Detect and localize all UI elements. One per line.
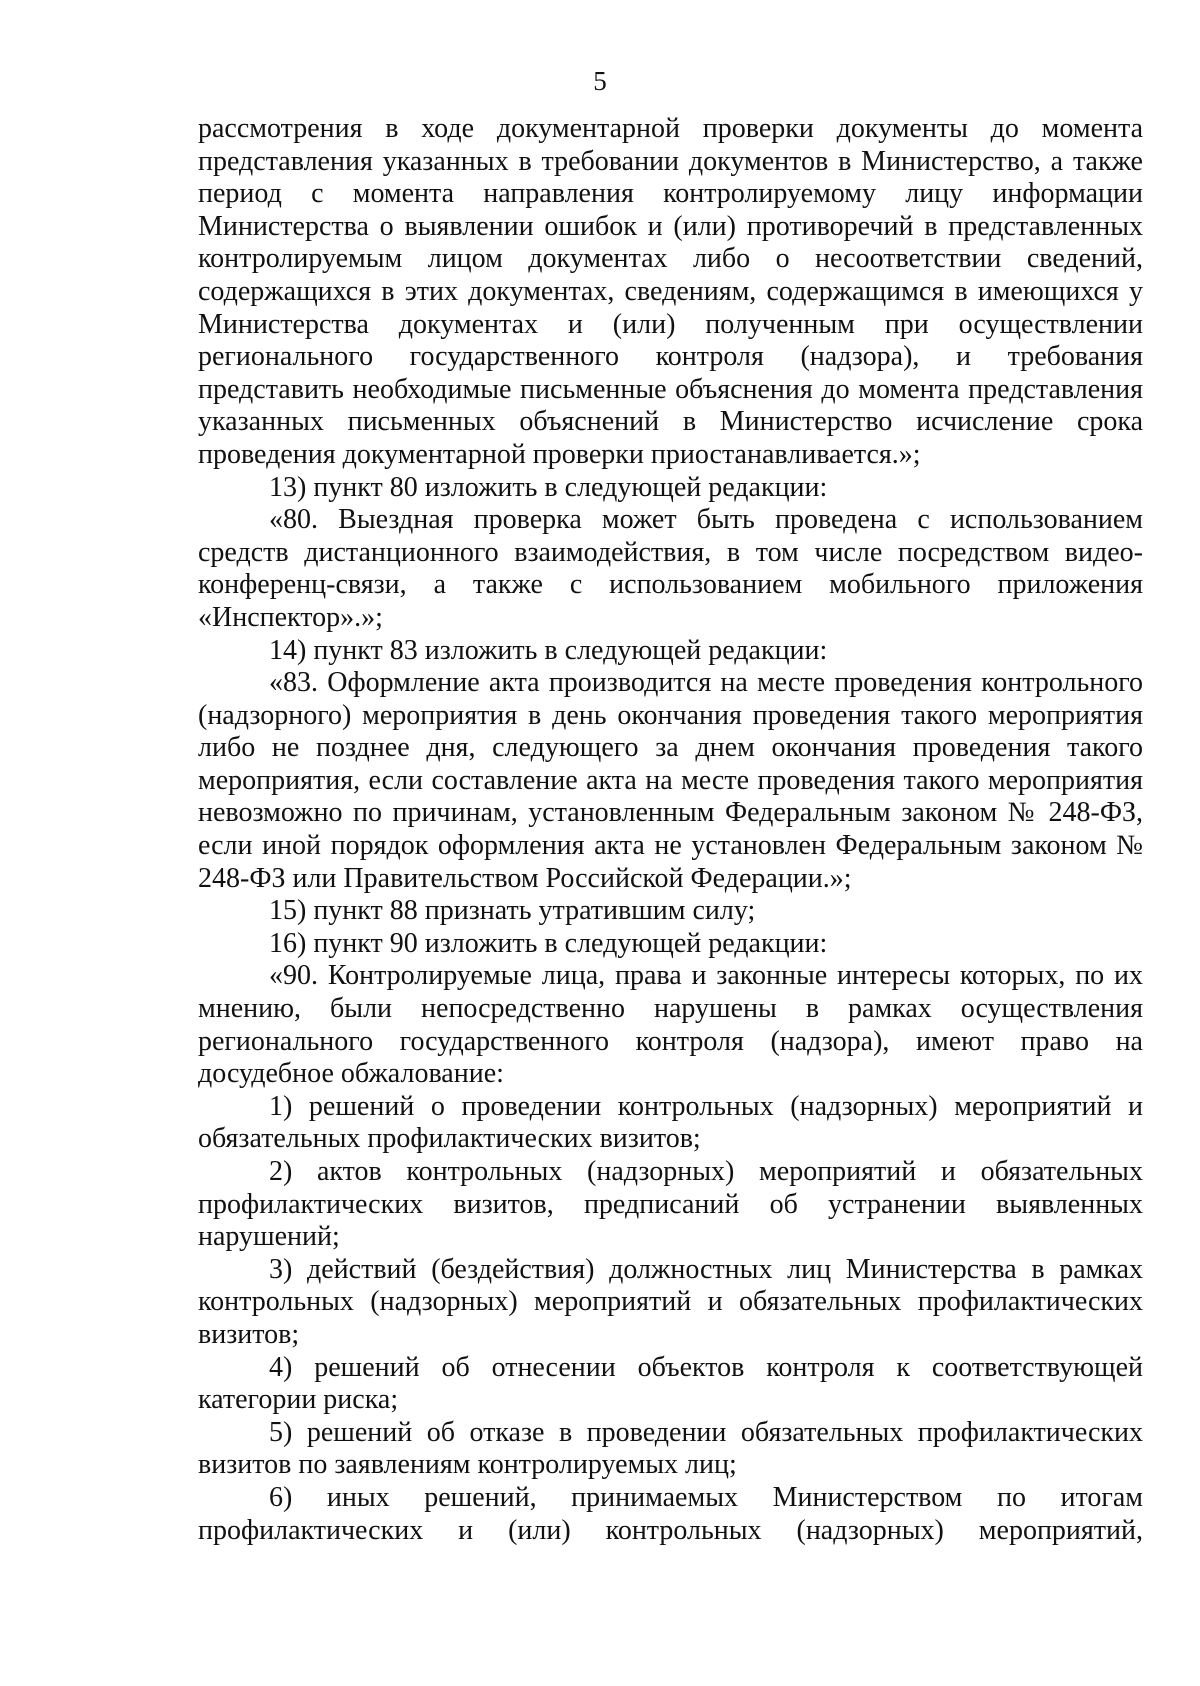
paragraph-subitem-2: 2) актов контрольных (надзорных) мероприятий и обязательных профилактических визитов, предписаний об устранении выявленных нарушений; <box>198 1156 1143 1253</box>
page-number: 5 <box>593 66 607 96</box>
paragraph-subitem-4: 4) решений об отнесении объектов контроля к соответствующей категории риска; <box>198 1351 1143 1416</box>
paragraph-subitem-3: 3) действий (бездействия) должностных лиц Министерства в рамках контрольных (надзорных) мероприятий и обязательных профилактических визитов; <box>198 1253 1143 1350</box>
paragraph-subitem-1: 1) решений о проведении контрольных (надзорных) мероприятий и обязательных профилактических визитов; <box>198 1090 1143 1155</box>
paragraph-clause-80: «80. Выездная проверка может быть проведена с использованием средств дистанционного взаимодействия, в том числе посредством видео-конференц-связи, а также с использованием мобильного приложения «Инспектор».»; <box>198 504 1143 633</box>
paragraph-clause-83: «83. Оформление акта производится на месте проведения контрольного (надзорного) мероприятия в день окончания проведения такого мероприятия либо не позднее дня, следующего за днем окончания проведения такого мероприятия, если составление акта на месте проведения такого мероприятия невозможно по причинам, установленным Федеральным законом № 248-ФЗ, если иной порядок оформления акта не установлен Федеральным законом № 248-ФЗ или Правительством Российской Федерации.»; <box>198 667 1143 894</box>
paragraph-clause-90: «90. Контролируемые лица, права и законные интересы которых, по их мнению, были непосредственно нарушены в рамках осуществления регионального государственного контроля (надзора), имеют право на досудебное обжалование: <box>198 960 1143 1090</box>
paragraph-item-13: 13) пункт 80 изложить в следующей редакции: <box>269 471 828 503</box>
paragraph-item-14: 14) пункт 83 изложить в следующей редакции: <box>269 634 828 666</box>
paragraph-subitem-6: 6) иных решений, принимаемых Министерством по итогам профилактических и (или) контрольных (надзорных) мероприятий, <box>198 1481 1143 1546</box>
paragraph-continuation: рассмотрения в ходе документарной проверки документы до момента представления указанных в требовании документов в Министерство, а также период с момента направления контролируемому лицу информации Министерства о выявлении ошибок и (или) противоречий в представленных контролируемым лицом документах либо о несоответствии сведений, содержащихся в этих документах, сведениям, содержащимся в имеющихся у Министерства документах и (или) полученным при осуществлении регионального государственного контроля (надзора), и требования представить необходимые письменные объяснения до момента представления указанных письменных объяснений в Министерство исчисление срока проведения документарной проверки приостанавливается.»; <box>198 113 1143 470</box>
paragraph-subitem-5: 5) решений об отказе в проведении обязательных профилактических визитов по заявлениям контролируемых лиц; <box>198 1416 1143 1481</box>
paragraph-item-16: 16) пункт 90 изложить в следующей редакции: <box>269 927 828 959</box>
paragraph-item-15: 15) пункт 88 признать утратившим силу; <box>269 895 756 927</box>
document-body <box>198 113 1143 1547</box>
